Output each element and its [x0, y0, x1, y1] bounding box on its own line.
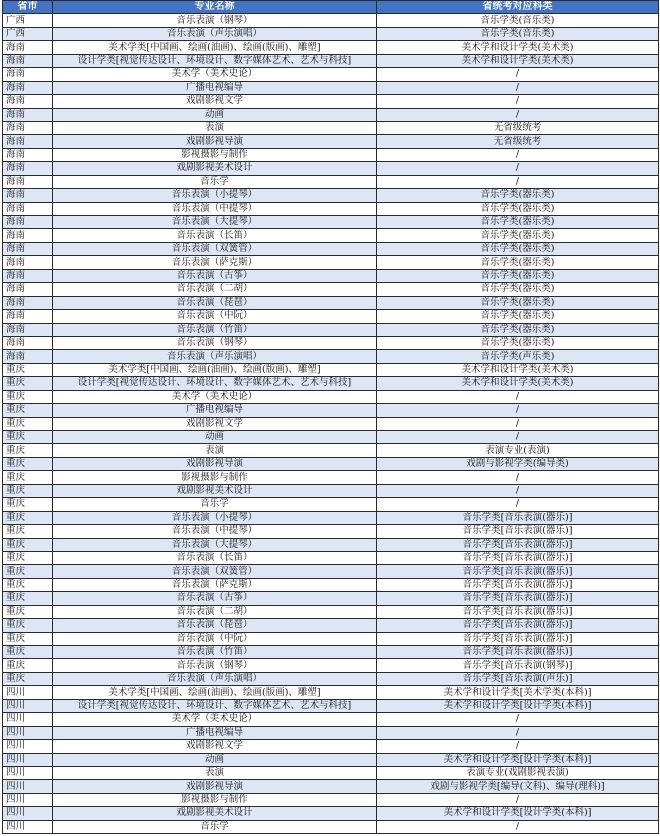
province-cell: 海南 [3, 296, 53, 309]
exam-subject-cell: / [377, 713, 659, 726]
exam-subject-cell: / [377, 162, 659, 175]
major-name-cell: 音乐表演（古筝） [53, 592, 377, 605]
major-name-cell: 戏剧影视文学 [53, 740, 377, 753]
province-cell: 海南 [3, 336, 53, 349]
exam-subject-cell: 音乐学类(器乐类) [377, 256, 659, 269]
exam-subject-cell: / [377, 81, 659, 94]
exam-subject-cell: 音乐学类(音乐类) [377, 27, 659, 40]
major-name-cell: 音乐表演（中提琴） [53, 525, 377, 538]
table-row [3, 525, 659, 538]
major-name-cell: 音乐表演（长笛） [53, 551, 377, 564]
table-row [3, 699, 659, 712]
major-name-cell: 音乐表演（竹笛） [53, 646, 377, 659]
major-name-cell: 动画 [53, 753, 377, 766]
header-major-name: 专业名称 [53, 1, 377, 14]
major-name-cell: 音乐表演（中阮） [53, 632, 377, 645]
major-name-cell: 音乐表演（钢琴） [53, 14, 377, 27]
province-cell: 重庆 [3, 632, 53, 645]
major-name-cell: 戏剧影视美术设计 [53, 484, 377, 497]
table-row [3, 81, 659, 94]
table-body [3, 14, 659, 834]
table-row [3, 431, 659, 444]
province-cell: 重庆 [3, 457, 53, 470]
major-name-cell: 音乐表演（琵琶） [53, 296, 377, 309]
major-name-cell: 音乐表演（中提琴） [53, 202, 377, 215]
province-cell: 海南 [3, 283, 53, 296]
province-cell: 海南 [3, 269, 53, 282]
province-cell: 重庆 [3, 659, 53, 672]
province-cell: 重庆 [3, 417, 53, 430]
province-cell: 四川 [3, 726, 53, 739]
province-cell: 海南 [3, 81, 53, 94]
exam-subject-cell: / [377, 68, 659, 81]
table-row [3, 202, 659, 215]
major-name-cell: 音乐表演（双簧管） [53, 565, 377, 578]
exam-subject-cell: 音乐学类(器乐类) [377, 296, 659, 309]
major-name-cell: 戏剧影视文学 [53, 417, 377, 430]
province-cell: 重庆 [3, 431, 53, 444]
major-name-cell: 戏剧影视导演 [53, 780, 377, 793]
major-name-cell: 广播电视编导 [53, 81, 377, 94]
major-name-cell: 音乐表演（钢琴） [53, 336, 377, 349]
exam-subject-cell: 音乐学类(器乐类) [377, 202, 659, 215]
table-row [3, 592, 659, 605]
major-name-cell: 音乐表演（大提琴） [53, 216, 377, 229]
major-name-cell: 美术学类[中国画、绘画(油画)、绘画(版画)、雕塑] [53, 686, 377, 699]
exam-subject-cell: / [377, 820, 659, 833]
exam-subject-cell: / [377, 484, 659, 497]
province-cell: 四川 [3, 753, 53, 766]
province-cell: 重庆 [3, 525, 53, 538]
table-row [3, 336, 659, 349]
major-name-cell: 音乐表演（小提琴） [53, 189, 377, 202]
exam-subject-cell: 音乐学类[音乐表演(器乐)] [377, 605, 659, 618]
exam-subject-cell: 音乐学类[音乐表演(器乐)] [377, 551, 659, 564]
major-name-cell: 音乐学 [53, 820, 377, 833]
exam-subject-cell: 美术学和设计学类(美术类) [377, 54, 659, 67]
table-row [3, 323, 659, 336]
province-cell: 重庆 [3, 444, 53, 457]
province-cell: 重庆 [3, 619, 53, 632]
province-cell: 重庆 [3, 672, 53, 685]
major-name-cell: 戏剧影视导演 [53, 135, 377, 148]
major-name-cell: 音乐表演（中阮） [53, 310, 377, 323]
province-cell: 海南 [3, 135, 53, 148]
major-name-cell: 音乐表演（双簧管） [53, 242, 377, 255]
table-row [3, 189, 659, 202]
major-name-cell: 美术学（美术史论） [53, 390, 377, 403]
table-row [3, 350, 659, 363]
major-name-cell: 音乐表演（竹笛） [53, 323, 377, 336]
province-cell: 重庆 [3, 565, 53, 578]
major-name-cell: 音乐表演（声乐演唱） [53, 672, 377, 685]
exam-subject-cell: 戏剧与影视学类(编导类) [377, 457, 659, 470]
exam-subject-cell: / [377, 726, 659, 739]
province-cell: 海南 [3, 148, 53, 161]
exam-subject-cell: 音乐学类(器乐类) [377, 310, 659, 323]
exam-subject-cell: / [377, 793, 659, 806]
exam-subject-cell: 音乐学类[音乐表演(器乐)] [377, 511, 659, 524]
table-row [3, 390, 659, 403]
province-cell: 重庆 [3, 404, 53, 417]
major-name-cell: 动画 [53, 431, 377, 444]
major-name-cell: 音乐表演（萨克斯） [53, 578, 377, 591]
province-cell: 海南 [3, 229, 53, 242]
province-cell: 海南 [3, 95, 53, 108]
province-cell: 海南 [3, 323, 53, 336]
province-cell: 海南 [3, 54, 53, 67]
table-row [3, 404, 659, 417]
province-cell: 重庆 [3, 471, 53, 484]
exam-subject-cell: 音乐学类(器乐类) [377, 283, 659, 296]
major-name-cell: 美术学（美术史论） [53, 713, 377, 726]
table-row [3, 148, 659, 161]
exam-subject-cell: / [377, 390, 659, 403]
table-row [3, 135, 659, 148]
exam-subject-cell: 音乐学类(器乐类) [377, 242, 659, 255]
table-row [3, 41, 659, 54]
major-name-cell: 音乐表演（长笛） [53, 229, 377, 242]
province-cell: 重庆 [3, 484, 53, 497]
exam-subject-cell: 美术学和设计学类(美术类) [377, 41, 659, 54]
table-row [3, 269, 659, 282]
table-header [3, 1, 659, 14]
province-cell: 重庆 [3, 377, 53, 390]
exam-subject-cell: 音乐学类[音乐表演(器乐)] [377, 632, 659, 645]
province-cell: 四川 [3, 793, 53, 806]
province-cell: 海南 [3, 350, 53, 363]
exam-subject-cell: 音乐学类[音乐表演(器乐)] [377, 619, 659, 632]
header-province: 省市 [3, 1, 53, 14]
province-cell: 重庆 [3, 578, 53, 591]
province-cell: 广西 [3, 14, 53, 27]
table-row [3, 121, 659, 134]
table-row [3, 417, 659, 430]
major-name-cell: 广播电视编导 [53, 726, 377, 739]
table-row [3, 632, 659, 645]
province-cell: 重庆 [3, 538, 53, 551]
province-cell: 海南 [3, 310, 53, 323]
major-name-cell: 音乐表演（二胡） [53, 605, 377, 618]
province-cell: 四川 [3, 740, 53, 753]
exam-subject-cell: 音乐学类[音乐表演(器乐)] [377, 592, 659, 605]
major-name-cell: 设计学类[视觉传达设计、环境设计、数字媒体艺术、艺术与科技] [53, 699, 377, 712]
table-row [3, 646, 659, 659]
province-cell: 四川 [3, 713, 53, 726]
table-row [3, 766, 659, 779]
exam-subject-cell: / [377, 471, 659, 484]
province-cell: 四川 [3, 820, 53, 833]
exam-subject-cell: 音乐学类(器乐类) [377, 269, 659, 282]
province-cell: 四川 [3, 780, 53, 793]
table-row [3, 108, 659, 121]
table-row [3, 27, 659, 40]
exam-subject-cell: 音乐学类[音乐表演(器乐)] [377, 525, 659, 538]
major-name-cell: 美术学（美术史论） [53, 68, 377, 81]
table-row [3, 216, 659, 229]
major-name-cell: 设计学类[视觉传达设计、环境设计、数字媒体艺术、艺术与科技] [53, 377, 377, 390]
table-row [3, 444, 659, 457]
major-name-cell: 戏剧影视美术设计 [53, 162, 377, 175]
table-row [3, 605, 659, 618]
exam-subject-cell: 美术学和设计学类(美术类) [377, 363, 659, 376]
province-cell: 海南 [3, 162, 53, 175]
table-row [3, 753, 659, 766]
exam-subject-cell: 音乐学类(器乐类) [377, 189, 659, 202]
major-name-cell: 音乐表演（声乐演唱） [53, 350, 377, 363]
province-cell: 海南 [3, 242, 53, 255]
major-name-cell: 音乐学 [53, 498, 377, 511]
province-cell: 重庆 [3, 605, 53, 618]
province-cell: 四川 [3, 686, 53, 699]
province-cell: 海南 [3, 121, 53, 134]
province-cell: 海南 [3, 175, 53, 188]
province-cell: 重庆 [3, 390, 53, 403]
table-row [3, 363, 659, 376]
table-row [3, 578, 659, 591]
major-name-cell: 音乐表演（声乐演唱） [53, 27, 377, 40]
table-row [3, 162, 659, 175]
exam-subject-cell: / [377, 431, 659, 444]
province-cell: 重庆 [3, 646, 53, 659]
header-row [3, 1, 659, 14]
table-row [3, 538, 659, 551]
major-name-cell: 戏剧影视文学 [53, 95, 377, 108]
table-row [3, 820, 659, 833]
table-row [3, 659, 659, 672]
province-cell: 海南 [3, 41, 53, 54]
exam-subject-cell: / [377, 404, 659, 417]
exam-subject-cell: / [377, 498, 659, 511]
province-cell: 重庆 [3, 363, 53, 376]
table-row [3, 229, 659, 242]
exam-subject-cell: 音乐学类(音乐类) [377, 14, 659, 27]
exam-subject-cell: / [377, 175, 659, 188]
major-name-cell: 广播电视编导 [53, 404, 377, 417]
major-name-cell: 音乐学 [53, 175, 377, 188]
table-row [3, 780, 659, 793]
table-row [3, 498, 659, 511]
province-cell: 海南 [3, 189, 53, 202]
table-row [3, 95, 659, 108]
major-name-cell: 音乐表演（古筝） [53, 269, 377, 282]
exam-subject-cell: 音乐学类(声乐类) [377, 350, 659, 363]
exam-subject-cell: / [377, 417, 659, 430]
table-row [3, 175, 659, 188]
major-name-cell: 音乐表演（萨克斯） [53, 256, 377, 269]
exam-subject-cell: 无省级统考 [377, 121, 659, 134]
major-name-cell: 戏剧影视美术设计 [53, 807, 377, 820]
exam-subject-cell: 戏剧与影视学类[编导(文科)、编导(理科)] [377, 780, 659, 793]
exam-subject-cell: 美术学和设计学类[美术学类(本科)] [377, 686, 659, 699]
table-row [3, 242, 659, 255]
major-name-cell: 影视摄影与制作 [53, 793, 377, 806]
major-name-cell: 设计学类[视觉传达设计、环境设计、数字媒体艺术、艺术与科技] [53, 54, 377, 67]
major-name-cell: 音乐表演（小提琴） [53, 511, 377, 524]
province-cell: 海南 [3, 256, 53, 269]
province-cell: 海南 [3, 202, 53, 215]
major-name-cell: 表演 [53, 444, 377, 457]
table-row [3, 672, 659, 685]
exam-subject-cell: 音乐学类(器乐类) [377, 216, 659, 229]
exam-subject-cell: 音乐学类[音乐表演(钢琴)] [377, 659, 659, 672]
table-row [3, 686, 659, 699]
table-row [3, 551, 659, 564]
major-name-cell: 美术学类[中国画、绘画(油画)、绘画(版画)、雕塑] [53, 363, 377, 376]
exam-subject-cell: 音乐学类(器乐类) [377, 229, 659, 242]
major-name-cell: 表演 [53, 121, 377, 134]
exam-subject-cell: / [377, 95, 659, 108]
table-row [3, 14, 659, 27]
table-row [3, 283, 659, 296]
major-name-cell: 音乐表演（大提琴） [53, 538, 377, 551]
table-row [3, 68, 659, 81]
exam-subject-cell: 音乐学类[音乐表演(器乐)] [377, 646, 659, 659]
exam-subject-cell: 美术学和设计学类[设计学类(本科)] [377, 753, 659, 766]
table-row [3, 54, 659, 67]
table-row [3, 713, 659, 726]
table-row [3, 793, 659, 806]
major-name-cell: 音乐表演（二胡） [53, 283, 377, 296]
header-exam-subject: 省统考对应科类 [377, 1, 659, 14]
major-name-cell: 表演 [53, 766, 377, 779]
province-cell: 重庆 [3, 498, 53, 511]
province-cell: 海南 [3, 108, 53, 121]
major-name-cell: 戏剧影视导演 [53, 457, 377, 470]
table-row [3, 511, 659, 524]
table-row [3, 377, 659, 390]
exam-subject-cell: 音乐学类(器乐类) [377, 336, 659, 349]
province-cell: 海南 [3, 216, 53, 229]
province-cell: 海南 [3, 68, 53, 81]
exam-subject-cell: 美术学和设计学类[设计学类(本科)] [377, 699, 659, 712]
major-name-cell: 美术学类[中国画、绘画(油画)、绘画(版画)、雕塑] [53, 41, 377, 54]
exam-subject-cell: 表演专业(戏剧影视表演) [377, 766, 659, 779]
province-cell: 四川 [3, 699, 53, 712]
major-subject-table [2, 0, 659, 834]
exam-subject-cell: 美术学和设计学类[设计学类(本科)] [377, 807, 659, 820]
table-row [3, 565, 659, 578]
major-name-cell: 影视摄影与制作 [53, 148, 377, 161]
exam-subject-cell: 音乐学类[音乐表演(器乐)] [377, 578, 659, 591]
exam-subject-cell: 美术学和设计学类(美术类) [377, 377, 659, 390]
exam-subject-cell: / [377, 148, 659, 161]
table-row [3, 296, 659, 309]
table-row [3, 484, 659, 497]
major-name-cell: 音乐表演（钢琴） [53, 659, 377, 672]
province-cell: 四川 [3, 766, 53, 779]
major-name-cell: 动画 [53, 108, 377, 121]
province-cell: 广西 [3, 27, 53, 40]
exam-subject-cell: 表演专业(表演) [377, 444, 659, 457]
province-cell: 四川 [3, 807, 53, 820]
table-row [3, 807, 659, 820]
major-name-cell: 影视摄影与制作 [53, 471, 377, 484]
exam-subject-cell: 音乐学类[音乐表演(声乐)] [377, 672, 659, 685]
province-cell: 重庆 [3, 592, 53, 605]
exam-subject-cell: 音乐学类[音乐表演(器乐)] [377, 565, 659, 578]
exam-subject-cell: / [377, 108, 659, 121]
table-row [3, 256, 659, 269]
major-name-cell: 音乐表演（琵琶） [53, 619, 377, 632]
exam-subject-cell: / [377, 740, 659, 753]
province-cell: 重庆 [3, 551, 53, 564]
table-row [3, 310, 659, 323]
exam-subject-cell: 无省级统考 [377, 135, 659, 148]
table-row [3, 619, 659, 632]
table-row [3, 726, 659, 739]
table-row [3, 457, 659, 470]
province-cell: 重庆 [3, 511, 53, 524]
exam-subject-cell: 音乐学类(器乐类) [377, 323, 659, 336]
table-row [3, 740, 659, 753]
exam-subject-cell: 音乐学类[音乐表演(器乐)] [377, 538, 659, 551]
table-row [3, 471, 659, 484]
